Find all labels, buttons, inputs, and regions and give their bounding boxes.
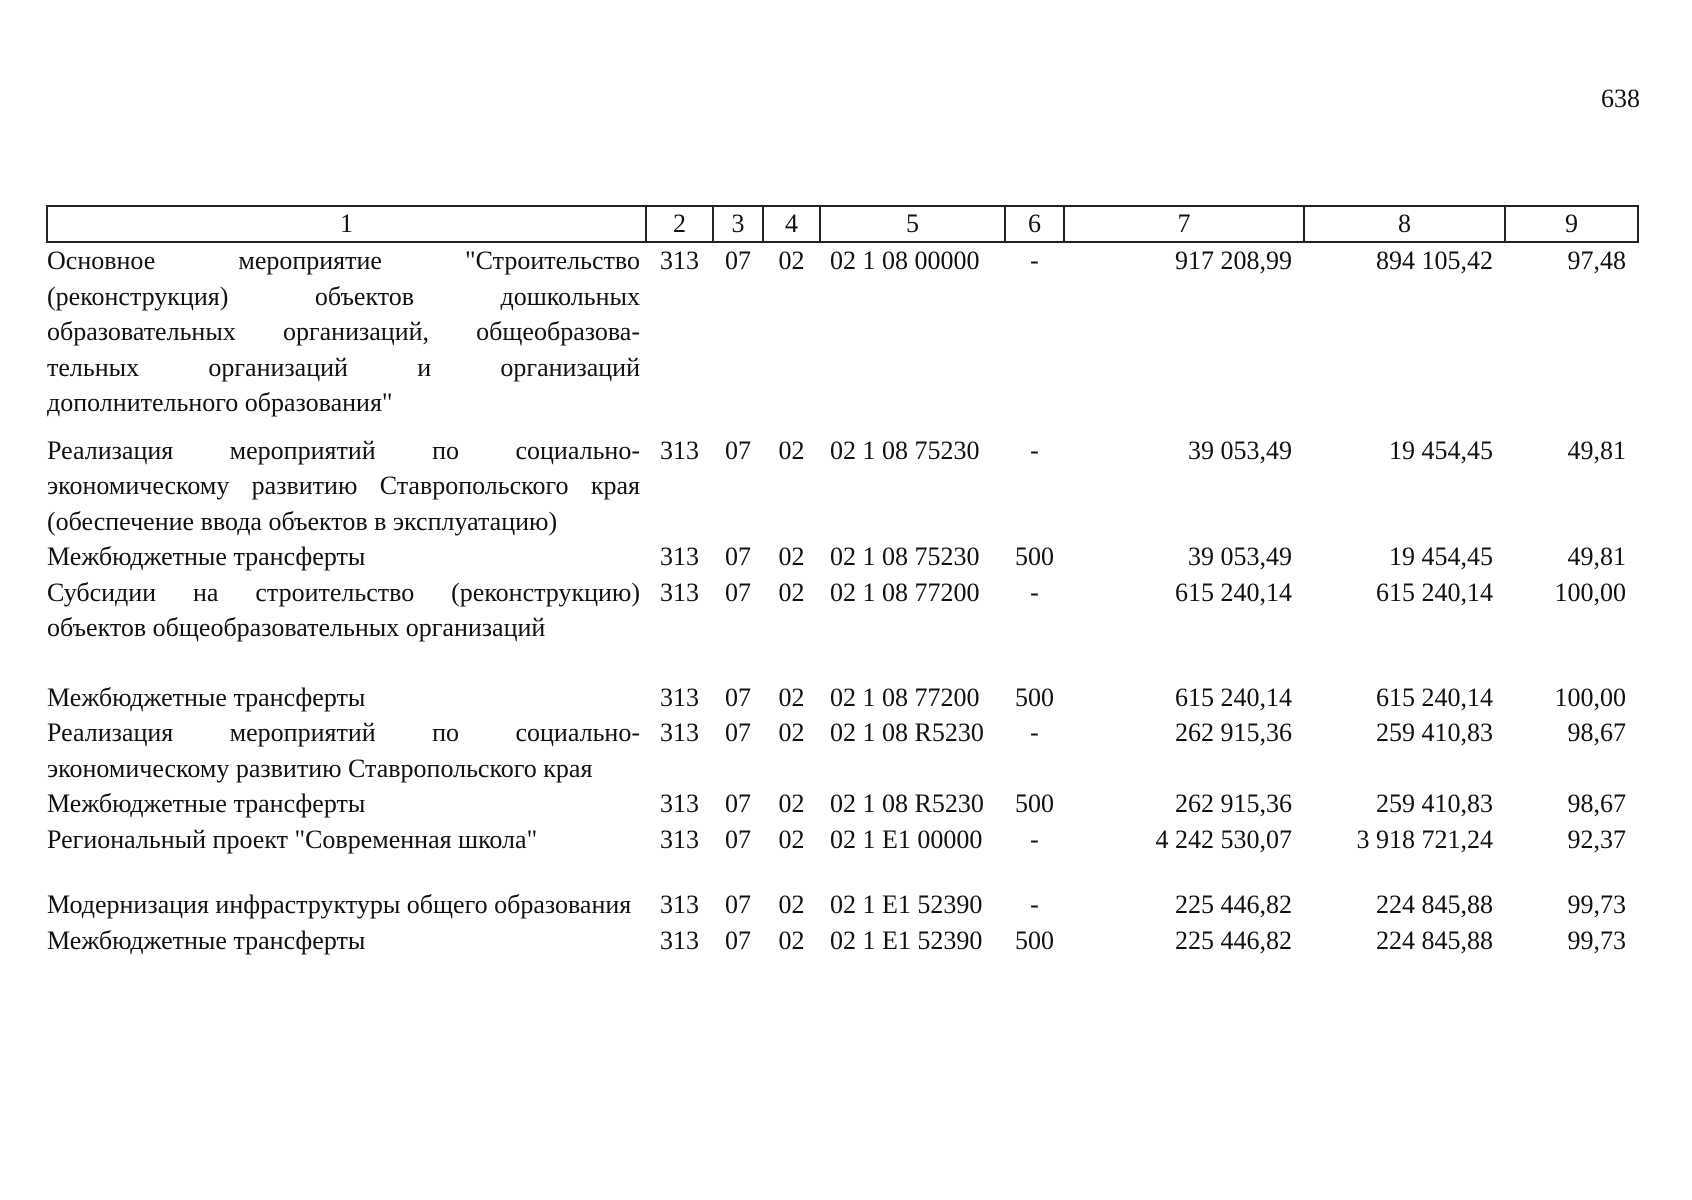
executed-amount-cell: 3 918 721,24	[1356, 824, 1493, 854]
admin-code-cell: 313	[660, 435, 699, 465]
executed-amount-cell: 259 410,83	[1376, 789, 1493, 818]
subsection-code-cell: 02	[778, 890, 805, 919]
admin-code-cell: 313	[660, 890, 699, 919]
row-name-cell: Межбюджетные трансферты	[47, 682, 366, 712]
table-row	[47, 433, 1638, 540]
planned-amount-cell: 4 242 530,07	[1155, 824, 1292, 854]
column-header-1: 1	[47, 206, 646, 242]
admin-code-cell: 313	[660, 824, 699, 854]
row-name-cell: Межбюджетные трансферты	[47, 925, 366, 955]
column-header-3: 3	[713, 206, 763, 242]
column-header-7: 7	[1064, 206, 1304, 242]
target-article-cell: 02 1 08 R5230	[830, 789, 984, 818]
row-name-cell: Реализация мероприятий по социально-экономическому развитию Ставропольского края (обеспечение ввода объектов в эксплуатацию)	[47, 435, 640, 536]
column-header-9: 9	[1505, 206, 1638, 242]
planned-amount-cell: 262 915,36	[1175, 718, 1292, 747]
row-name-cell: Региональный проект "Современная школа"	[47, 824, 538, 854]
page-number: 638	[1601, 84, 1640, 113]
execution-percent-cell: 92,37	[1567, 824, 1626, 854]
execution-percent-cell: 99,73	[1567, 925, 1626, 955]
budget-table	[46, 205, 1639, 958]
expense-type-cell: 500	[1015, 925, 1054, 955]
row-name-cell: Реализация мероприятий по социально-экономическому развитию Ставропольского края	[47, 718, 640, 783]
admin-code-cell: 313	[660, 577, 699, 607]
table-row	[47, 539, 1638, 575]
subsection-code-cell: 02	[778, 542, 805, 571]
admin-code-cell: 313	[660, 542, 699, 571]
target-article-cell: 02 1 08 00000	[830, 246, 980, 275]
section-code-cell: 07	[725, 718, 751, 747]
planned-amount-cell: 225 446,82	[1175, 890, 1292, 919]
executed-amount-cell: 224 845,88	[1376, 890, 1493, 919]
admin-code-cell: 313	[660, 718, 699, 747]
execution-percent-cell: 49,81	[1567, 542, 1626, 571]
executed-amount-cell: 224 845,88	[1376, 925, 1493, 955]
execution-percent-cell: 100,00	[1554, 682, 1626, 712]
target-article-cell: 02 1 E1 52390	[830, 890, 983, 919]
header-row	[47, 206, 1638, 242]
planned-amount-cell: 39 053,49	[1188, 542, 1292, 571]
section-code-cell: 07	[725, 577, 751, 607]
section-code-cell: 07	[725, 890, 751, 919]
section-code-cell: 07	[725, 789, 751, 818]
subsection-code-cell: 02	[778, 246, 805, 275]
expense-type-cell: -	[1030, 577, 1039, 607]
admin-code-cell: 313	[660, 925, 699, 955]
table-row	[47, 887, 1638, 923]
column-header-6: 6	[1005, 206, 1064, 242]
table-row	[47, 786, 1638, 822]
planned-amount-cell: 917 208,99	[1175, 246, 1292, 275]
target-article-cell: 02 1 E1 52390	[830, 925, 983, 955]
column-header-8: 8	[1304, 206, 1505, 242]
execution-percent-cell: 99,73	[1567, 890, 1626, 919]
section-code-cell: 07	[725, 542, 751, 571]
target-article-cell: 02 1 08 77200	[830, 682, 980, 712]
expense-type-cell: -	[1030, 246, 1039, 275]
target-article-cell: 02 1 08 R5230	[830, 718, 984, 747]
table-row	[47, 575, 1638, 680]
row-name-cell: Основное мероприятие "Строительство (реконструкция) объектов дошкольных образовательных организаций, общеобразова-тельных организаций и организаций дополнительного образования"	[47, 246, 640, 417]
planned-amount-cell: 615 240,14	[1175, 577, 1292, 607]
executed-amount-cell: 894 105,42	[1376, 246, 1493, 275]
planned-amount-cell: 39 053,49	[1188, 435, 1292, 465]
admin-code-cell: 313	[660, 789, 699, 818]
expense-type-cell: -	[1030, 890, 1039, 919]
executed-amount-cell: 19 454,45	[1389, 542, 1493, 571]
expense-type-cell: 500	[1015, 542, 1054, 571]
table-row	[47, 242, 1638, 433]
planned-amount-cell: 225 446,82	[1175, 925, 1292, 955]
row-name-cell: Межбюджетные трансферты	[47, 789, 366, 818]
section-code-cell: 07	[725, 435, 751, 465]
target-article-cell: 02 1 08 77200	[830, 577, 980, 607]
admin-code-cell: 313	[660, 246, 699, 275]
target-article-cell: 02 1 E1 00000	[830, 824, 983, 854]
section-code-cell: 07	[725, 246, 751, 275]
executed-amount-cell: 259 410,83	[1376, 718, 1493, 747]
table-row	[47, 715, 1638, 786]
subsection-code-cell: 02	[778, 682, 805, 712]
execution-percent-cell: 100,00	[1554, 577, 1626, 607]
admin-code-cell: 313	[660, 682, 699, 712]
row-name-cell: Субсидии на строительство (реконструкцию) объектов общеобразовательных организаций	[47, 577, 640, 642]
subsection-code-cell: 02	[778, 925, 805, 955]
section-code-cell: 07	[725, 682, 751, 712]
table-row	[47, 822, 1638, 888]
expense-type-cell: -	[1030, 718, 1039, 747]
target-article-cell: 02 1 08 75230	[830, 435, 980, 465]
expense-type-cell: -	[1030, 435, 1039, 465]
subsection-code-cell: 02	[778, 435, 805, 465]
section-code-cell: 07	[725, 925, 751, 955]
expense-type-cell: -	[1030, 824, 1039, 854]
executed-amount-cell: 615 240,14	[1376, 577, 1493, 607]
executed-amount-cell: 615 240,14	[1376, 682, 1493, 712]
row-name-cell: Межбюджетные трансферты	[47, 542, 366, 571]
target-article-cell: 02 1 08 75230	[830, 542, 980, 571]
expense-type-cell: 500	[1015, 682, 1054, 712]
expense-type-cell: 500	[1015, 789, 1054, 818]
execution-percent-cell: 97,48	[1567, 246, 1626, 275]
execution-percent-cell: 49,81	[1567, 435, 1626, 465]
planned-amount-cell: 615 240,14	[1175, 682, 1292, 712]
subsection-code-cell: 02	[778, 824, 805, 854]
planned-amount-cell: 262 915,36	[1175, 789, 1292, 818]
execution-percent-cell: 98,67	[1567, 718, 1626, 747]
row-name-cell: Модернизация инфраструктуры общего образования	[47, 890, 632, 919]
table-row	[47, 680, 1638, 716]
table-row	[47, 923, 1638, 959]
column-header-4: 4	[763, 206, 820, 242]
column-header-5: 5	[820, 206, 1005, 242]
executed-amount-cell: 19 454,45	[1389, 435, 1493, 465]
column-header-2: 2	[646, 206, 713, 242]
section-code-cell: 07	[725, 824, 751, 854]
subsection-code-cell: 02	[778, 577, 805, 607]
subsection-code-cell: 02	[778, 718, 805, 747]
execution-percent-cell: 98,67	[1567, 789, 1626, 818]
subsection-code-cell: 02	[778, 789, 805, 818]
